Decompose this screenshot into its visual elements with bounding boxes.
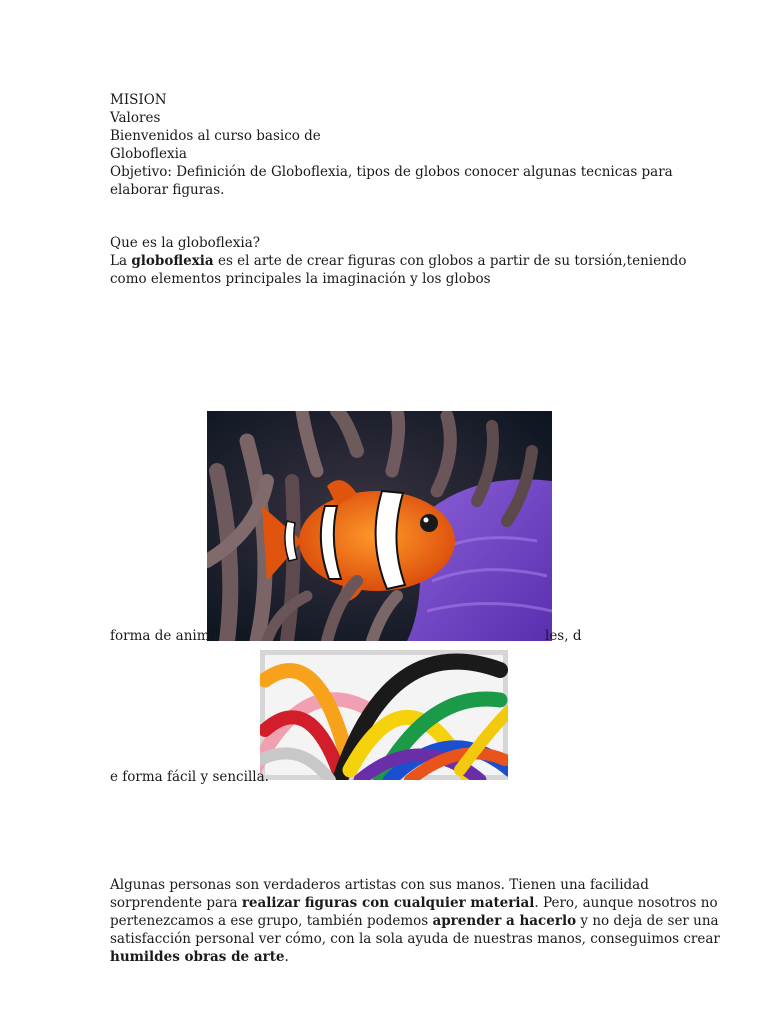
welcome-text: Bienvenidos al curso basico de bbox=[110, 128, 321, 144]
paragraph-bold-realizar: realizar figuras con cualquier material bbox=[241, 895, 535, 911]
definition-line-1 bbox=[110, 252, 687, 270]
paragraph-line-5 bbox=[110, 948, 289, 966]
definition-bold-term: globoflexia bbox=[131, 253, 214, 269]
paragraph-line-2 bbox=[110, 894, 718, 912]
balloons-image bbox=[260, 650, 508, 780]
title-valores: Valores bbox=[110, 110, 161, 126]
paragraph-line-2-start: sorprendente para bbox=[110, 895, 242, 911]
paragraph-bold-aprender: aprender a hacerlo bbox=[432, 913, 577, 929]
colorful-twisting-balloons-illustration bbox=[260, 650, 508, 780]
course-name: Globoflexia bbox=[110, 146, 187, 162]
objective-line-1: Objetivo: Definición de Globoflexia, tipos de globos conocer algunas tecnicas para bbox=[110, 164, 673, 180]
wrapped-text-bottom: e forma fácil y sencilla. bbox=[110, 769, 269, 785]
clownfish-image bbox=[207, 411, 552, 641]
wrapped-text-right: les, d bbox=[545, 628, 582, 644]
paragraph-line-3 bbox=[110, 912, 719, 930]
clownfish-in-anemone-illustration bbox=[207, 411, 552, 641]
paragraph-line-4: satisfacción personal ver cómo, con la sola ayuda de nuestras manos, conseguimos crear bbox=[110, 931, 720, 947]
paragraph-line-3-end: y no deja de ser una bbox=[576, 913, 719, 929]
paragraph-line-3-start: pertenezcamos a ese grupo, también podemos bbox=[110, 913, 433, 929]
paragraph-line-2-end: . Pero, aunque nosotros no bbox=[534, 895, 718, 911]
title-mision: MISION bbox=[110, 92, 167, 108]
definition-line-2: como elementos principales la imaginación y los globos bbox=[110, 271, 491, 287]
definition-question: Que es la globoflexia? bbox=[110, 235, 260, 251]
paragraph-line-5-end: . bbox=[284, 949, 289, 965]
paragraph-bold-obras: humildes obras de arte bbox=[110, 949, 285, 965]
wrapped-text-left: forma de anima bbox=[110, 628, 218, 644]
definition-text-end: es el arte de crear figuras con globos a partir de su torsión,teniendo bbox=[213, 253, 687, 269]
objective-line-2: elaborar figuras. bbox=[110, 182, 225, 198]
definition-text-start: La bbox=[110, 253, 132, 269]
paragraph-line-1: Algunas personas son verdaderos artistas con sus manos. Tienen una facilidad bbox=[110, 877, 649, 893]
